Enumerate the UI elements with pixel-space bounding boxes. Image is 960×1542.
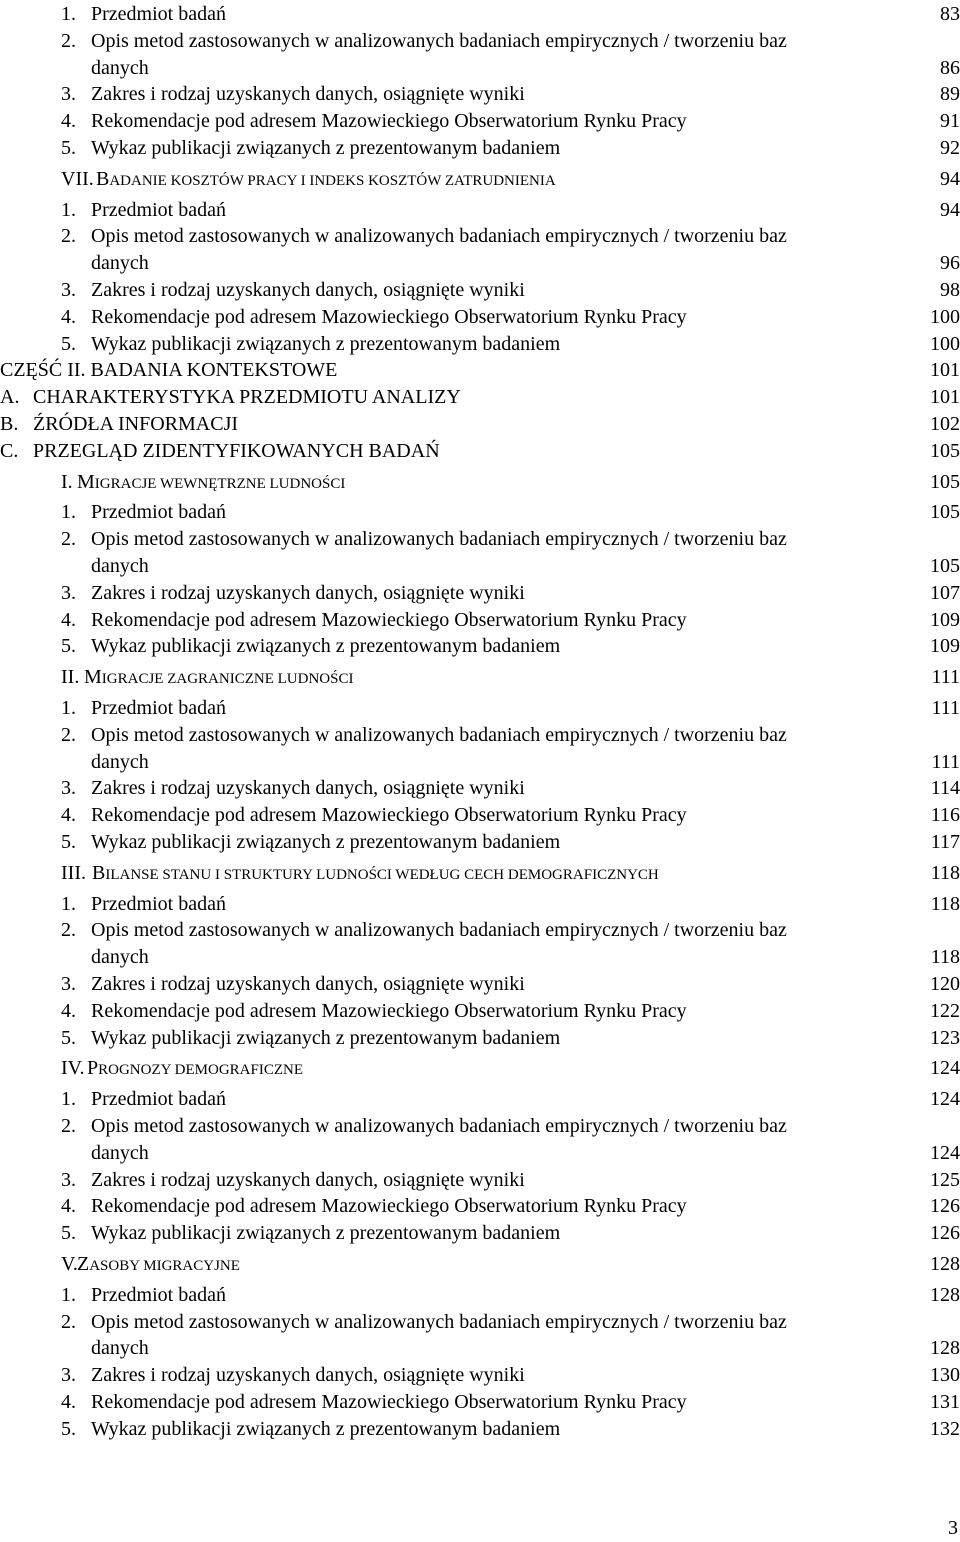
- toc-section-title-rest: ILANSE STANU I STRUKTURY LUDNOŚCI WEDŁUG CECH DEMOGRAFICZNYCH: [105, 866, 659, 883]
- page-number: 3: [948, 1517, 958, 1539]
- toc-entry-number: 4.: [61, 608, 76, 631]
- toc-entry-title: Opis metod zastosowanych w analizowanych badaniach empirycznych / tworzeniu baz: [91, 528, 787, 551]
- toc-entry-title: Przedmiot badań: [91, 501, 226, 524]
- toc-entry-title: Rekomendacje pod adresem Mazowieckiego Obserwatorium Rynku Pracy: [91, 804, 687, 827]
- toc-page-number: 109: [930, 608, 960, 631]
- toc-page-number: 126: [930, 1222, 960, 1245]
- toc-page-number: 101: [930, 359, 960, 382]
- toc-entry-number: 3.: [61, 777, 76, 800]
- toc-entry[interactable]: [0, 27, 960, 55]
- toc-entry-title: danych: [91, 946, 149, 969]
- toc-entry-title: danych: [91, 1337, 149, 1360]
- toc-entry-title: Rekomendacje pod adresem Mazowieckiego Obserwatorium Rynku Pracy: [91, 305, 687, 328]
- toc-entry-number: 3.: [61, 973, 76, 995]
- toc-page-number: 101: [930, 386, 960, 409]
- toc-entry[interactable]: [0, 165, 960, 193]
- toc-entry-number: 2.: [61, 919, 76, 942]
- toc-entry-title: Zakres i rodzaj uzyskanych danych, osiągnięte wyniki: [91, 581, 525, 604]
- toc-entry-title: Wykaz publikacji związanych z prezentowanym badaniem: [91, 137, 561, 159]
- toc-page-number: 118: [930, 861, 960, 884]
- toc-entry[interactable]: [0, 303, 960, 331]
- toc-entry-number: 5.: [61, 831, 76, 853]
- toc-page-number: 111: [931, 666, 960, 689]
- toc-page-number: 111: [931, 750, 960, 773]
- toc-entry-number: 4.: [61, 804, 76, 827]
- toc-entry[interactable]: [0, 1308, 960, 1336]
- toc-page-number: 107: [930, 581, 960, 604]
- toc-entry-number: 3.: [61, 581, 76, 604]
- toc-entry-title: Przedmiot badań: [91, 892, 226, 915]
- toc-entry-number: 5.: [61, 1026, 76, 1049]
- toc-entry[interactable]: [0, 1388, 960, 1416]
- toc-entry-title: Rekomendacje pod adresem Mazowieckiego Obserwatorium Rynku Pracy: [91, 110, 687, 133]
- toc-entry[interactable]: [0, 890, 960, 918]
- toc-entry-number: 2.: [61, 225, 76, 248]
- toc-section-title-rest: ROGNOZY DEMOGRAFICZNE: [98, 1062, 303, 1079]
- toc-entry[interactable]: [0, 552, 960, 580]
- toc-entry-title: Przedmiot badań: [91, 3, 226, 25]
- toc-entry-number: 2.: [61, 29, 76, 52]
- toc-entry-number: 3.: [61, 1168, 76, 1191]
- toc-entry-title: danych: [91, 252, 149, 275]
- toc-entry[interactable]: [0, 859, 960, 887]
- toc-entry-number: 5.: [61, 1222, 76, 1245]
- toc-section-title: [92, 859, 659, 889]
- toc-entry-title: Rekomendacje pod adresem Mazowieckiego Obserwatorium Rynku Pracy: [91, 608, 687, 631]
- toc-section-title: [96, 165, 556, 195]
- toc-section-title-rest: IGRACJE ZAGRANICZNE LUDNOŚCI: [101, 671, 354, 688]
- toc-entry[interactable]: [0, 579, 960, 607]
- toc-section-title-initial: Z: [77, 1253, 90, 1275]
- toc-entry[interactable]: [0, 1166, 960, 1194]
- toc-section-title: [87, 1054, 303, 1084]
- toc-entry[interactable]: [0, 916, 960, 944]
- toc-entry[interactable]: [0, 1361, 960, 1389]
- toc-entry-number: 5.: [61, 137, 76, 159]
- toc-page-number: 117: [930, 831, 960, 853]
- toc-page-number: 116: [930, 804, 960, 827]
- toc-page-number: 105: [930, 555, 960, 577]
- toc-entry-number: 1.: [61, 501, 76, 524]
- toc-entry-title: danych: [91, 56, 149, 79]
- toc-entry-title: Opis metod zastosowanych w analizowanych badaniach empirycznych / tworzeniu baz: [91, 919, 787, 942]
- toc-entry[interactable]: [0, 1250, 960, 1278]
- toc-entry-number: 4.: [61, 1391, 76, 1413]
- toc-page-number: 131: [930, 1391, 960, 1413]
- toc-entry-title: Wykaz publikacji związanych z prezentowanym badaniem: [91, 1417, 561, 1440]
- toc-chapter-title: CHARAKTERYSTYKA PRZEDMIOTU ANALIZY: [33, 386, 461, 409]
- toc-entry[interactable]: [0, 134, 960, 162]
- toc-page-number: 128: [930, 1253, 960, 1275]
- toc-entry[interactable]: [0, 222, 960, 250]
- toc-page-number: 86: [940, 56, 960, 79]
- toc-entry[interactable]: [0, 437, 960, 465]
- toc-page-number: 105: [930, 501, 960, 524]
- toc-page-number: 122: [930, 999, 960, 1022]
- toc-entry-number: 1.: [61, 1088, 76, 1111]
- toc-section-title-initial: M: [77, 470, 95, 493]
- toc-entry-title: Zakres i rodzaj uzyskanych danych, osiągnięte wyniki: [91, 1168, 525, 1191]
- toc-entry-number: 5.: [61, 1417, 76, 1440]
- toc-entry-title: Wykaz publikacji związanych z prezentowanym badaniem: [91, 831, 561, 853]
- toc-section-title-rest: ADANIE KOSZTÓW PRACY I INDEKS KOSZTÓW ZATRUDNIENIA: [109, 172, 556, 189]
- toc-page-number: 105: [930, 470, 960, 493]
- toc-entry-title: Przedmiot badań: [91, 1283, 226, 1306]
- toc-entry[interactable]: [0, 383, 960, 411]
- toc-entry-title: Rekomendacje pod adresem Mazowieckiego Obserwatorium Rynku Pracy: [91, 1195, 687, 1218]
- toc-entry-number: 5.: [61, 635, 76, 658]
- toc-section-number: IV.: [61, 1057, 85, 1080]
- toc-page-number: 109: [930, 635, 960, 658]
- toc-entry[interactable]: [0, 80, 960, 108]
- toc-page-number: 114: [930, 777, 960, 800]
- toc-page-number: 91: [940, 110, 960, 133]
- toc-entry-number: 1.: [61, 697, 76, 719]
- toc-entry[interactable]: [0, 1415, 960, 1443]
- toc-entry[interactable]: [0, 694, 960, 722]
- toc-page-number: 98: [940, 279, 960, 301]
- toc-entry[interactable]: [0, 828, 960, 856]
- toc-page-number: 96: [940, 252, 960, 275]
- toc-entry[interactable]: [0, 606, 960, 634]
- toc-entry-number: 3.: [61, 279, 76, 301]
- toc-page-number: 83: [940, 3, 960, 25]
- toc-entry[interactable]: [0, 1024, 960, 1052]
- toc-section-title-initial: M: [84, 666, 102, 689]
- toc-entry-number: 1.: [61, 198, 76, 221]
- toc-entry[interactable]: [0, 498, 960, 526]
- toc-page-number: 102: [930, 413, 960, 435]
- toc-entry[interactable]: [0, 1192, 960, 1220]
- toc-entry-title: Opis metod zastosowanych w analizowanych badaniach empirycznych / tworzeniu baz: [91, 1310, 787, 1333]
- toc-entry[interactable]: [0, 107, 960, 135]
- toc-entry[interactable]: [0, 943, 960, 971]
- toc-entry-title: Zakres i rodzaj uzyskanych danych, osiągnięte wyniki: [91, 973, 525, 995]
- toc-page-number: 100: [930, 305, 960, 328]
- toc-entry[interactable]: [0, 1112, 960, 1140]
- toc-entry-number: 4.: [61, 1195, 76, 1218]
- toc-section-number: I.: [61, 470, 73, 493]
- toc-page-number: 105: [930, 439, 960, 462]
- toc-entry-title: Przedmiot badań: [91, 697, 226, 719]
- toc-section-title-rest: ASOBY MIGRACYJNE: [89, 1258, 240, 1274]
- toc-section-title-initial: B: [96, 167, 110, 190]
- toc-entry[interactable]: [0, 632, 960, 660]
- toc-page-number: 94: [940, 198, 960, 221]
- toc-entry-title: Zakres i rodzaj uzyskanych danych, osiągnięte wyniki: [91, 1364, 525, 1387]
- toc-section-number: II.: [61, 666, 80, 689]
- toc-chapter-title: ŹRÓDŁA INFORMACJI: [33, 413, 239, 435]
- toc-entry[interactable]: [0, 468, 960, 496]
- toc-section-number: III.: [61, 861, 86, 884]
- toc-entry-number: 5.: [61, 332, 76, 355]
- toc-section-title: [77, 1250, 240, 1280]
- toc-page-number: 126: [930, 1195, 960, 1218]
- toc-entry[interactable]: [0, 356, 960, 384]
- toc-entry-number: 3.: [61, 1364, 76, 1387]
- toc-entry[interactable]: [0, 663, 960, 691]
- toc-entry-number: 4.: [61, 999, 76, 1022]
- toc-entry-number: 2.: [61, 1310, 76, 1333]
- toc-entry-title: Zakres i rodzaj uzyskanych danych, osiągnięte wyniki: [91, 83, 525, 106]
- toc-entry-title: Wykaz publikacji związanych z prezentowanym badaniem: [91, 1026, 561, 1049]
- toc-entry[interactable]: [0, 276, 960, 304]
- toc-entry-title: Zakres i rodzaj uzyskanych danych, osiągnięte wyniki: [91, 279, 525, 301]
- toc-part-title: CZĘŚĆ II. BADANIA KONTEKSTOWE: [0, 359, 338, 382]
- toc-entry-title: Rekomendacje pod adresem Mazowieckiego Obserwatorium Rynku Pracy: [91, 1391, 687, 1413]
- toc-entry[interactable]: [0, 330, 960, 358]
- toc-entry-title: danych: [91, 555, 149, 577]
- toc-entry[interactable]: [0, 0, 960, 28]
- toc-entry-title: Opis metod zastosowanych w analizowanych badaniach empirycznych / tworzeniu baz: [91, 225, 787, 248]
- toc-entry[interactable]: [0, 1085, 960, 1113]
- toc-entry-number: 1.: [61, 892, 76, 915]
- toc-entry-title: Zakres i rodzaj uzyskanych danych, osiągnięte wyniki: [91, 777, 525, 800]
- toc-entry-number: 1.: [61, 1283, 76, 1306]
- toc-entry-title: Wykaz publikacji związanych z prezentowanym badaniem: [91, 332, 561, 355]
- toc-entry-number: 4.: [61, 305, 76, 328]
- toc-entry[interactable]: [0, 774, 960, 802]
- toc-entry[interactable]: [0, 249, 960, 277]
- toc-page-number: 128: [930, 1337, 960, 1360]
- toc-entry-title: Przedmiot badań: [91, 198, 226, 221]
- toc-page-number: 125: [930, 1168, 960, 1191]
- toc-entry[interactable]: [0, 970, 960, 998]
- toc-entry-title: Opis metod zastosowanych w analizowanych badaniach empirycznych / tworzeniu baz: [91, 723, 787, 746]
- toc-entry[interactable]: [0, 196, 960, 224]
- toc-entry-title: Opis metod zastosowanych w analizowanych badaniach empirycznych / tworzeniu baz: [91, 1115, 787, 1137]
- toc-entry[interactable]: [0, 410, 960, 438]
- toc-entry-number: 3.: [61, 83, 76, 106]
- toc-page-number: 92: [940, 137, 960, 159]
- toc-page-number: 118: [930, 892, 960, 915]
- toc-page-number: 124: [930, 1088, 960, 1111]
- toc-entry-title: Przedmiot badań: [91, 1088, 226, 1111]
- toc-section-title-rest: IGRACJE WEWNĘTRZNE LUDNOŚCI: [94, 475, 346, 492]
- toc-page-number: 128: [930, 1283, 960, 1306]
- toc-page-number: 94: [940, 167, 960, 190]
- toc-section-number: VII.: [61, 167, 94, 190]
- toc-entry-title: Opis metod zastosowanych w analizowanych badaniach empirycznych / tworzeniu baz: [91, 29, 787, 52]
- toc-chapter-title: PRZEGLĄD ZIDENTYFIKOWANYCH BADAŃ: [33, 439, 440, 462]
- toc-chapter-letter: B.: [0, 413, 19, 435]
- toc-entry[interactable]: [0, 54, 960, 82]
- toc-page-number: 100: [930, 332, 960, 355]
- toc-chapter-letter: A.: [0, 386, 20, 409]
- toc-page-number: 124: [930, 1141, 960, 1164]
- toc-page-number: 130: [930, 1364, 960, 1387]
- toc-chapter-letter: C.: [0, 439, 19, 462]
- toc-page-number: 132: [930, 1417, 960, 1440]
- toc-section-title-initial: P: [87, 1057, 99, 1080]
- toc-entry[interactable]: [0, 1334, 960, 1362]
- toc-entry-title: Wykaz publikacji związanych z prezentowanym badaniem: [91, 1222, 561, 1245]
- toc-section-title-initial: B: [92, 861, 106, 884]
- toc-entry-number: 2.: [61, 1115, 76, 1137]
- toc-entry[interactable]: [0, 721, 960, 749]
- toc-page-number: 118: [930, 946, 960, 969]
- toc-entry-title: danych: [91, 750, 149, 773]
- toc-entry-title: Wykaz publikacji związanych z prezentowanym badaniem: [91, 635, 561, 658]
- toc-entry[interactable]: [0, 1054, 960, 1082]
- toc-section-title: [84, 663, 353, 693]
- toc-section-title: [77, 468, 345, 498]
- toc-entry-title: Rekomendacje pod adresem Mazowieckiego Obserwatorium Rynku Pracy: [91, 999, 687, 1022]
- toc-page-number: 89: [940, 83, 960, 106]
- toc-entry[interactable]: [0, 801, 960, 829]
- toc-page-number: 111: [931, 697, 960, 719]
- toc-entry-number: 2.: [61, 723, 76, 746]
- toc-section-number: V.: [61, 1253, 78, 1275]
- toc-entry[interactable]: [0, 748, 960, 776]
- toc-page-number: 124: [930, 1057, 960, 1080]
- toc-entry[interactable]: [0, 1219, 960, 1247]
- toc-entry[interactable]: [0, 1139, 960, 1167]
- toc-page-number: 120: [930, 973, 960, 995]
- toc-entry[interactable]: [0, 997, 960, 1025]
- toc-entry-number: 1.: [61, 3, 76, 25]
- toc-entry[interactable]: [0, 1281, 960, 1309]
- toc-entry-number: 2.: [61, 528, 76, 551]
- toc-page-number: 123: [930, 1026, 960, 1049]
- toc-entry-number: 4.: [61, 110, 76, 133]
- toc-entry[interactable]: [0, 525, 960, 553]
- toc-entry-title: danych: [91, 1141, 149, 1164]
